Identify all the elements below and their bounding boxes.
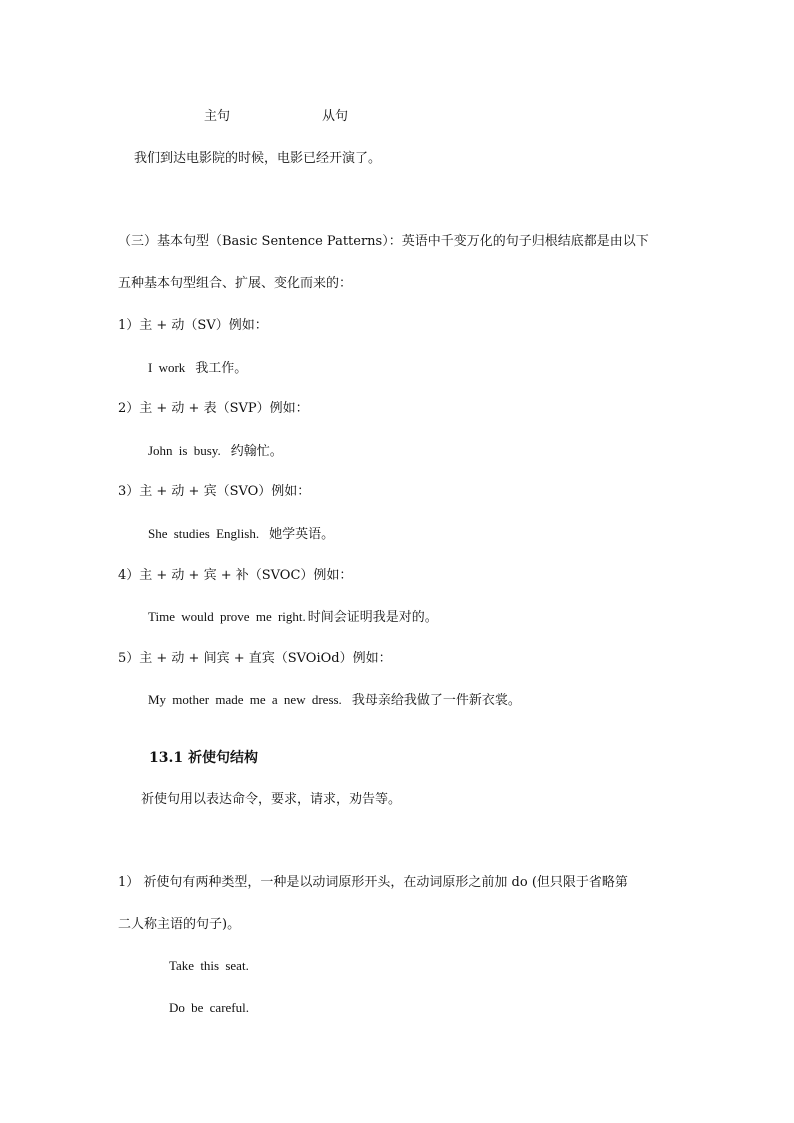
pattern-2-label: 2）主 + 动 + 表（SVP）例如： (118, 401, 309, 416)
pattern-4-example-en: Time would prove me right. (148, 609, 306, 624)
example-sentence: 我们到达电影院的时候，电影已经开演了。 (134, 151, 382, 166)
pattern-3-example-zh: 她学英语。 (269, 527, 335, 542)
pattern-5-example (148, 691, 521, 710)
imperative-point1-line2: 二人称主语的句子)。 (118, 917, 241, 932)
pattern-2-example-zh: 约翰忙。 (230, 444, 283, 459)
pattern-5-example-en: My mother made me a new dress. (148, 692, 342, 707)
pattern-2-example (148, 442, 283, 461)
subordinate-clause-label: 从句 (322, 109, 349, 124)
basic-patterns-intro-line2: 五种基本句型组合、扩展、变化而来的： (118, 276, 353, 291)
pattern-5-example-zh: 我母亲给我做了一件新衣裳。 (351, 693, 521, 708)
imperative-intro: 祈使句用以表达命令，要求，请求，劝告等。 (141, 792, 402, 807)
pattern-4-example (148, 608, 438, 627)
imperative-example-2: Do be careful. (169, 1000, 249, 1015)
basic-patterns-intro-line1: （三）基本句型（Basic Sentence Patterns）：英语中千变万化的句子归根结底都是由以下 (118, 234, 649, 249)
pattern-3-label: 3）主 + 动 + 宾（SVO）例如： (118, 484, 311, 499)
imperative-heading: 13.1 祈使句结构 (149, 750, 258, 766)
pattern-1-label: 1）主 + 动（SV）例如： (118, 318, 268, 333)
pattern-2-example-en: John is busy. (148, 443, 221, 458)
pattern-3-example-en: She studies English. (148, 526, 260, 541)
pattern-4-label: 4）主 + 动 + 宾 + 补（SVOC）例如： (118, 568, 353, 583)
pattern-1-example (148, 359, 247, 378)
pattern-1-example-zh: 我工作。 (195, 361, 248, 376)
main-clause-label: 主句 (204, 109, 231, 124)
pattern-3-example (148, 525, 334, 544)
imperative-point1-line1: 1） 祈使句有两种类型，一种是以动词原形开头，在动词原形之前加 do (但只限于省略第 (118, 875, 628, 890)
imperative-example-1: Take this seat. (169, 958, 249, 973)
pattern-1-example-en: I work (148, 360, 186, 375)
pattern-4-example-zh: 时间会证明我是对的。 (307, 610, 438, 625)
pattern-5-label: 5）主 + 动 + 间宾 + 直宾（SVOiOd）例如： (118, 651, 392, 666)
